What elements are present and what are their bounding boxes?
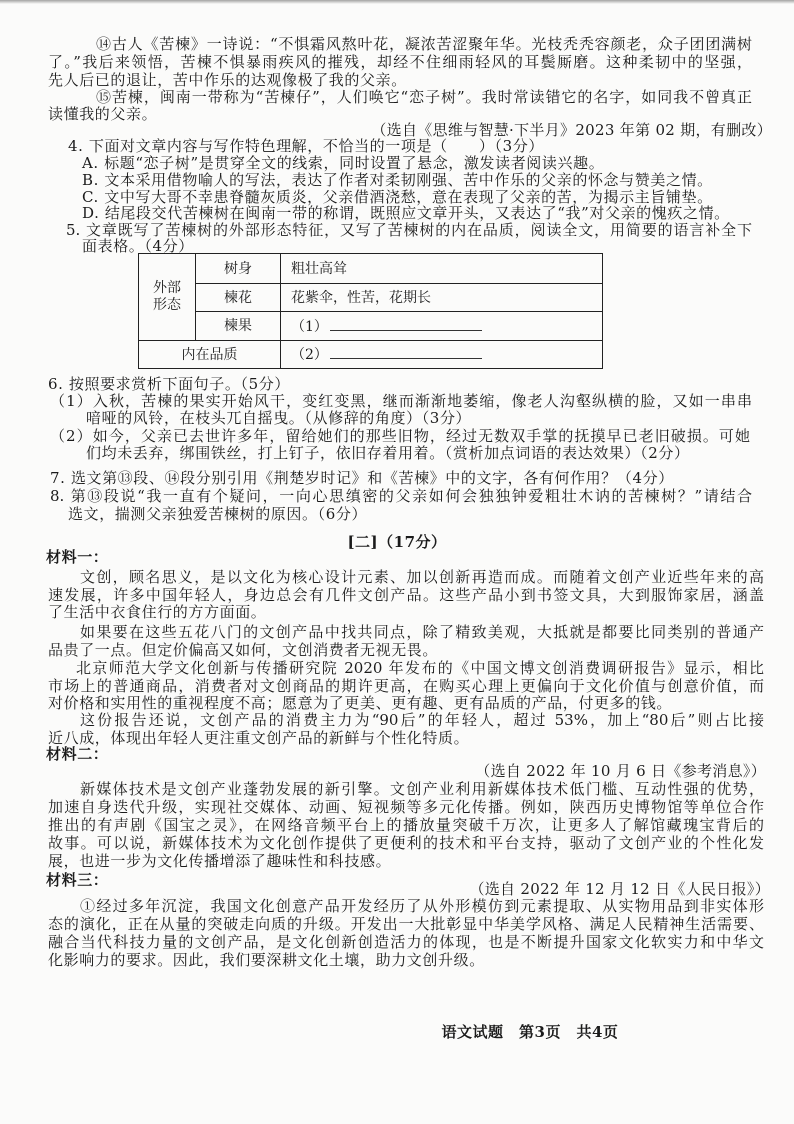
table-cell-value — [281, 312, 603, 341]
question-5-stem: 5. 文章既写了苦楝树的外部形态特征，又写了苦楝树的内在品质，阅读全文，用简要的语言补全下 — [66, 221, 752, 239]
material-2-source: （选自 2022 年 12 月 12 日《人民日报》） — [469, 880, 770, 898]
material-2-line: 加速自身迭代升级，实现社交媒体、动画、短视频等多元化传播。例如，陕西历史博物馆等单位合作 — [48, 798, 764, 816]
material-label: 材料一： — [46, 548, 109, 566]
answer-table-wrap — [138, 253, 603, 369]
material-2-line: 展，也进一步为文化传播增添了趣味性和科技感。 — [48, 852, 392, 870]
answer-blank — [330, 346, 482, 359]
question-6-stem: 6. 按照要求赏析下面句子。（5分） — [48, 375, 290, 393]
table-cell-item: 树身 — [196, 254, 281, 284]
table-cell-item: 楝果 — [196, 312, 281, 341]
material-3-line: ①经过多年沉淀，我国文化创意产品开发经历了从外形模仿到元素提取、从实物用品到非实体形 — [80, 897, 764, 915]
passage-line: 读懂我的父亲。 — [48, 105, 158, 123]
table-row — [139, 341, 603, 369]
table-cell-value: 花紫伞，性苦，花期长 — [281, 284, 603, 312]
material-3-line: 融合当代科技力量的文创产品，是文化创新创造活力的体现，也是不断提升国家文化软实力和中华文 — [48, 933, 764, 951]
material-1-line: 近八成，体现出年轻人更注重文创产品的新鲜与个性化特质。 — [48, 729, 470, 747]
table-cell-value — [281, 341, 603, 369]
table-cell-value: 粗壮高耸 — [281, 254, 603, 284]
question-6-sentence-2: （2）如今，父亲已去世许多年，留给她们的那些旧物，经过无数双手掌的抚摸早已老旧破损。可她 — [50, 427, 750, 445]
material-1-line: 品贵了一点。但定价偏高又如何，文创消费者无视无畏。 — [48, 641, 439, 659]
material-label: 材料三： — [46, 871, 109, 889]
material-2-line: 推出的有声剧《国宝之灵》，在网络音频平台上的播放量突破千万次，让更多人了解馆藏瑰宝背后的 — [48, 816, 764, 834]
material-1-source: （选自 2022 年 10 月 6 日《参考消息》） — [475, 762, 766, 780]
table-cell-item: 楝花 — [196, 284, 281, 312]
question-4-option-d: D. 结尾段交代苦楝树在闽南一带的称谓，既照应文章开头，又表达了“我”对父亲的愧疚之情。 — [82, 204, 730, 222]
material-2-line: 新媒体技术是文创产业蓬勃发展的新引擎。文创产业利用新媒体技术低门槛、互动性强的优势， — [80, 780, 764, 798]
question-5-stem: 面表格。（4分） — [82, 237, 194, 255]
table-row — [139, 284, 603, 312]
outer-form-label: 外部形态 — [153, 280, 181, 313]
table-group-cell — [139, 254, 196, 341]
passage-line: 先人后已的退让，苦中作乐的达观像极了我的父亲。 — [48, 71, 407, 89]
question-6-sentence-1: （1）入秋，苦楝的果实开始风干，变红变黑，继而渐渐地萎缩，像老人沟壑纵横的脸，又如一串串 — [50, 392, 752, 410]
material-1-line: 市场上的普通商品，消费者对文创商品的期许更高，在购买心理上更偏向于文化价值与创意价值，而 — [48, 677, 764, 695]
blank-number: （1） — [291, 318, 328, 335]
question-7: 7. 选文第⑬段、⑭段分别引用《荆楚岁时记》和《苦楝》中的文字，各有何作用？（4分） — [50, 469, 674, 487]
question-4-stem: 4. 下面对文章内容与写作特色理解，不恰当的一项是（ ）（3分） — [68, 137, 544, 155]
material-1-line: 这份报告还说，文创产品的消费主力为“90后”的年轻人，超过 53%，加上“80后”则占比接 — [80, 711, 764, 729]
question-8: 选文，揣测父亲独爱苦楝树的原因。（6分） — [68, 505, 368, 523]
blank-number: （2） — [291, 347, 328, 363]
material-1-line: 了生活中衣食住行的方方面面。 — [48, 603, 267, 621]
passage-line: 了。”我后来领悟，苦楝不惧暴雨疾风的摧残，却经不住细雨轻风的耳鬓厮磨。这种柔韧中的坚强， — [48, 53, 752, 71]
answer-blank — [330, 318, 482, 331]
passage-source: （选自《思维与智慧·下半月》2023 年第 02 期，有删改） — [371, 121, 772, 139]
material-1-line: 如果要在这些五花八门的文创产品中找共同点，除了精致美观，大抵就是都要比同类别的普通产 — [80, 623, 764, 641]
answer-table — [138, 253, 603, 369]
table-row — [139, 312, 603, 341]
material-label: 材料二： — [46, 745, 109, 763]
passage-line: ⑭古人《苦楝》一诗说：“不惧霜风熬叶花，凝浓苦涩聚年华。光枝秃秃容颜老，众子团团满树 — [96, 35, 752, 53]
inner-quality-label: 内在品质 — [139, 341, 281, 369]
scan-edge — [0, 0, 794, 4]
material-1-line: 对价格和实用性的重视程度不高；愿意为了更美、更有趣、更有品质的产品，付更多的钱。 — [48, 694, 673, 712]
material-1-line: 文创，顾名思义，是以文化为核心设计元素、加以创新再造而成。而随着文创产业近些年来的高 — [80, 568, 764, 586]
question-4-option-a: A. 标题“恋子树”是贯穿全文的线索，同时设置了悬念，激发读者阅读兴趣。 — [82, 154, 605, 172]
question-4-option-c: C. 文中写大哥不幸患脊髓灰质炎，父亲借酒浇愁，意在表现了父亲的苦，为揭示主旨铺垫。 — [82, 188, 713, 206]
question-6-sentence-1: 喑哑的风铃，在枝头兀自摇曳。（从修辞的角度）（3分） — [86, 409, 472, 427]
passage-line: ⑮苦楝，闽南一带称为“苦楝仔”，人们唤它“恋子树”。我时常读错它的名字，如同我不曾真正 — [96, 88, 752, 106]
material-3-line: 态的演化，正在从量的突破走向质的升级。开发出一大批彰显中华美学风格、满足人民精神生活需要、 — [48, 915, 764, 933]
material-3-line: 化影响力的要求。因此，我们要深耕文化土壤，助力文创升级。 — [48, 951, 485, 969]
material-1-line: 北京师范大学文化创新与传播研究院 2020 年发布的《中国文博文创消费调研报告》显示，相比 — [76, 659, 764, 677]
question-6-sentence-2: 们均未丢弃，绑围铁丝，打上钉子，依旧存着用着。（赏析加点词语的表达效果）（2分） — [86, 444, 690, 462]
section-heading: [二]（17分） — [347, 533, 447, 551]
question-4-option-b: B. 文本采用借物喻人的写法，表达了作者对柔韧刚强、苦中作乐的父亲的怀念与赞美之情。 — [82, 171, 713, 189]
table-row — [139, 254, 603, 284]
material-2-line: 故事。可以说，新媒体技术为文化创作提供了更便利的技术和平台支持，驱动了文创产业的个性化发 — [48, 834, 764, 852]
question-8: 8. 第⑬段说“我一直有个疑问，一向心思缜密的父亲如何会独独钟爱粗壮木讷的苦楝树？”请结合 — [50, 487, 752, 505]
material-1-line: 速发展，许多中国年轻人，身边总会有几件文创产品。这些产品小到书签文具，大到服饰家居，涵盖 — [48, 586, 764, 604]
page-footer: 语文试题 第3页 共4页 — [441, 1023, 619, 1041]
